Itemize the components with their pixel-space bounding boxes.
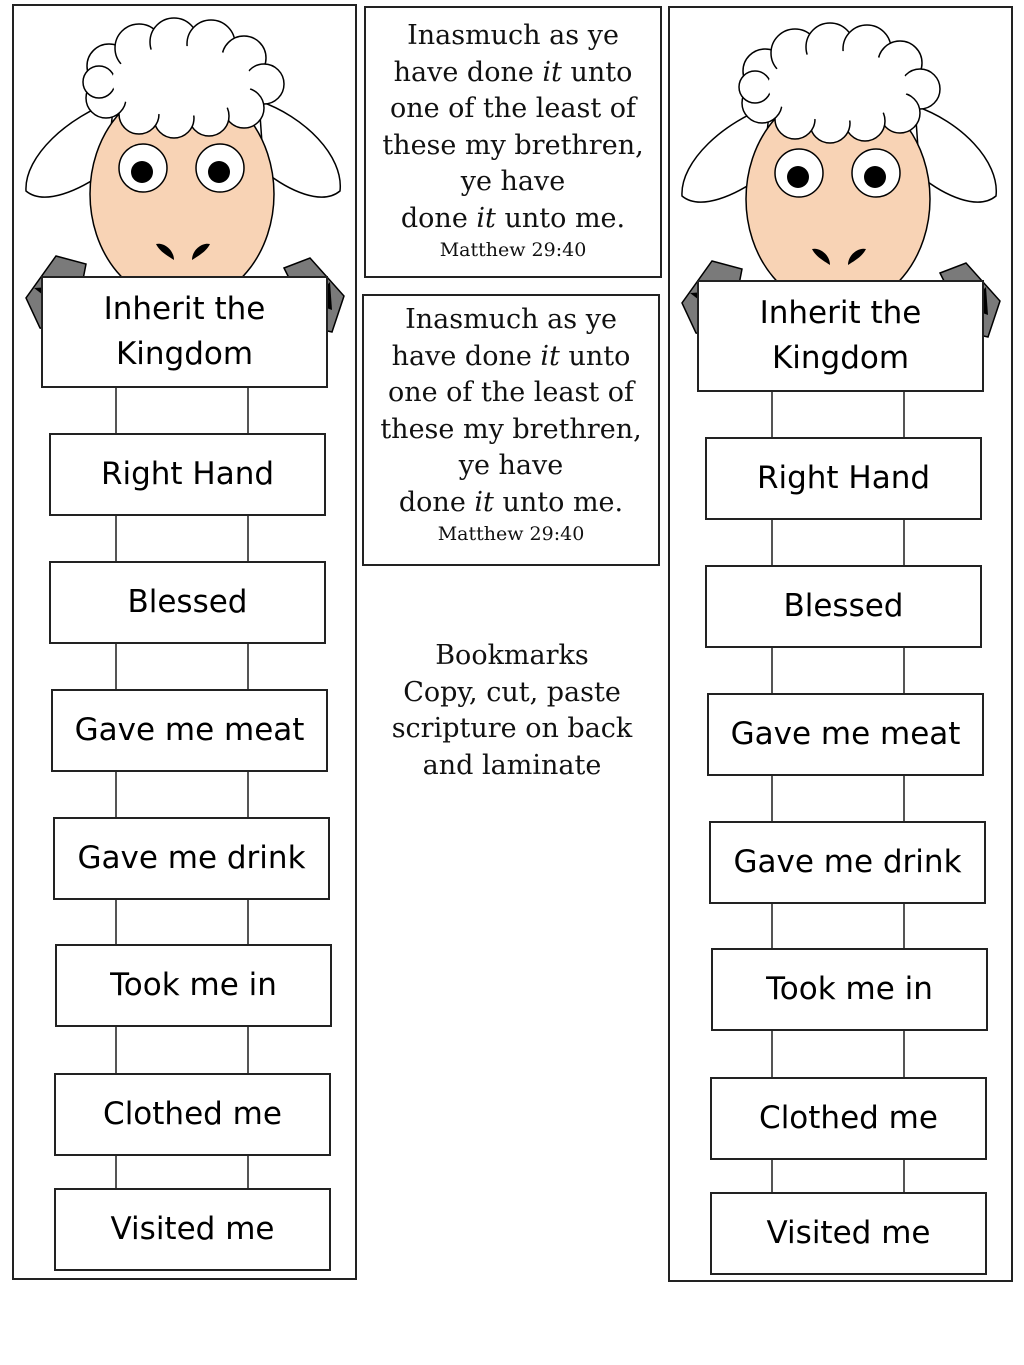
sign-label: Clothed me [759,1099,938,1136]
sign-label: Gave me drink [733,843,962,880]
sign-visited-me [54,1188,331,1271]
scripture-card-bottom [362,294,660,566]
sign-label: Visited me [766,1214,931,1251]
instructions-line2: Copy, cut, paste [403,676,621,708]
sign-label: Took me in [110,966,277,1003]
sign-blessed [705,565,982,648]
scripture-line1: Inasmuch as ye [405,304,617,335]
sign-inherit-kingdom [697,280,984,392]
scripture-text: unto [559,340,631,372]
sign-gave-me-meat [51,689,328,772]
scripture-text: have done [393,56,543,88]
scripture-emphasis: it [476,202,496,234]
instructions-text [364,638,660,784]
scripture-card-top [364,6,662,278]
sign-label: Visited me [110,1210,275,1247]
sign-label: Gave me meat [74,711,305,748]
scripture-reference: Matthew 29:40 [437,523,585,545]
scripture-text: unto me. [493,486,624,518]
sign-clothed-me [54,1073,331,1156]
scripture-line2 [364,339,658,376]
sign-title-line1: Inherit the [759,295,922,331]
instructions-line4: and laminate [422,749,602,781]
sign-took-me-in [711,948,988,1031]
scripture-line1: Inasmuch as ye [407,20,619,51]
scripture-line4: these my brethren, [380,413,642,445]
instructions-line1: Bookmarks [435,640,589,671]
scripture-text: have done [391,340,541,372]
sign-inherit-kingdom [41,276,328,388]
instructions-line3: scripture on back [391,713,633,744]
sign-title-line1: Inherit the [103,291,266,327]
scripture-text: done [398,486,475,518]
sign-label: Blessed [783,587,904,624]
scripture-text: unto [561,56,633,88]
sign-gave-me-drink [53,817,330,900]
sign-title-line2: Kingdom [115,336,254,372]
scripture-line3: one of the least of [387,377,635,408]
sign-took-me-in [55,944,332,1027]
sign-right-hand [705,437,982,520]
sign-gave-me-meat [707,693,984,776]
bookmark-left [12,4,357,1280]
sign-clothed-me [710,1077,987,1160]
scripture-line2 [366,55,660,92]
scripture-emphasis: it [540,340,560,372]
sign-label: Took me in [766,970,933,1007]
sign-gave-me-drink [709,821,986,904]
scripture-text: unto me. [495,202,626,234]
sign-label: Right Hand [756,459,931,496]
scripture-line5: ye have [458,450,564,481]
sign-label: Clothed me [103,1095,282,1132]
bookmark-right [668,6,1013,1282]
scripture-reference: Matthew 29:40 [439,239,587,261]
sign-title-line2: Kingdom [771,340,910,376]
scripture-line5: ye have [460,166,566,197]
sign-visited-me [710,1192,987,1275]
scripture-text: done [400,202,477,234]
scripture-line6 [364,485,658,522]
sign-label: Right Hand [100,455,275,492]
scripture-line4: these my brethren, [382,129,644,161]
sign-label: Gave me meat [730,715,961,752]
sign-label: Blessed [127,583,248,620]
scripture-emphasis: it [474,486,494,518]
scripture-line3: one of the least of [389,93,637,124]
sign-label: Gave me drink [77,839,306,876]
scripture-line6 [366,201,660,238]
sign-right-hand [49,433,326,516]
scripture-emphasis: it [542,56,562,88]
sign-blessed [49,561,326,644]
